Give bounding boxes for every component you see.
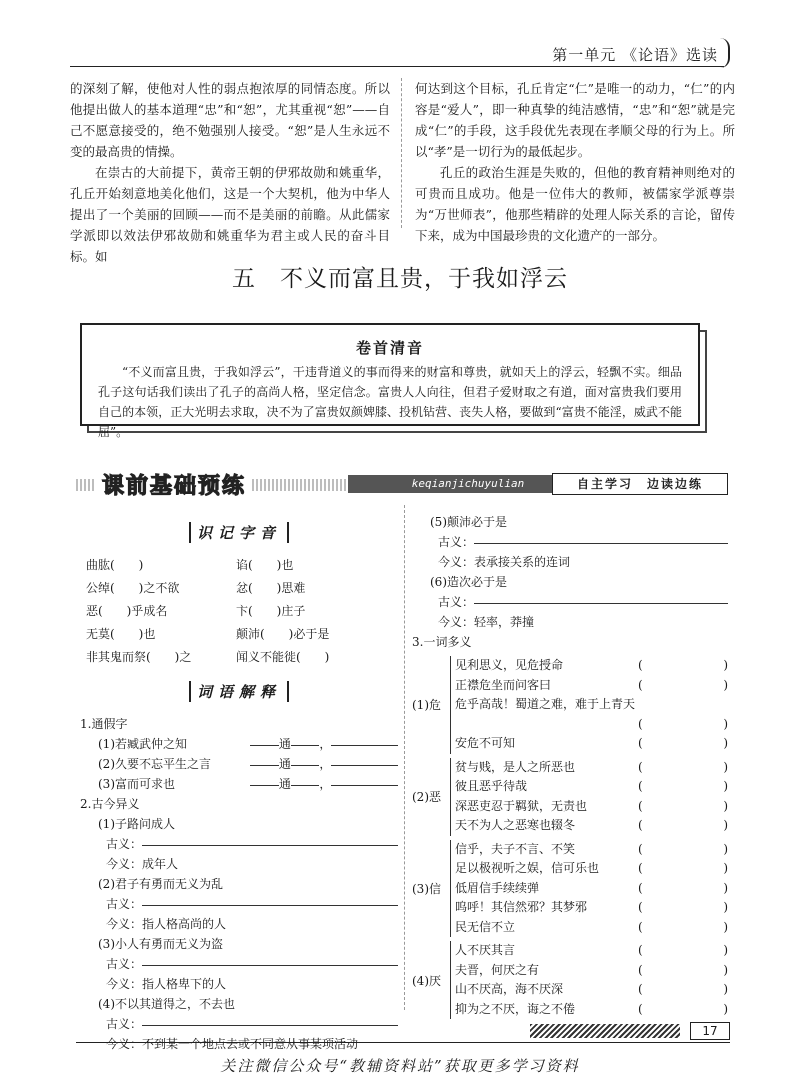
answer-parens[interactable]: ( ) xyxy=(638,798,728,813)
banner-tag: 自主学习 边读边练 xyxy=(552,473,728,495)
gujin-question: (3)小人有勇而无义为盗 xyxy=(98,937,223,951)
ziyin-item[interactable]: 颠沛( )必于是 xyxy=(236,627,330,641)
yici-label: (4)厌 xyxy=(412,973,441,988)
gujin-question: (4)不以其道得之，不去也 xyxy=(98,997,235,1011)
answer-blank[interactable] xyxy=(474,592,728,604)
gujin-question: (1)子路问成人 xyxy=(98,817,175,831)
tong-label: 通 xyxy=(278,737,291,751)
lesson-title: 五 不义而富且贵，于我如浮云 xyxy=(232,266,568,292)
guyi-row xyxy=(80,834,398,854)
answer-parens[interactable]: ( ) xyxy=(638,900,728,914)
tongjia-row: (1)若臧武仲之知 通 ， xyxy=(80,734,398,754)
intro-paragraph: 孔丘的政治生涯是失败的，但他的教育精神则绝对的可贵而且成功。他是一位伟大的教师，被儒家学派尊崇为“万世师表”，他那些精辟的处理人际关系的言论，留传下来，成为中国最珍贵的文化遗产的一部分。 xyxy=(415,165,735,243)
column-divider xyxy=(401,78,402,228)
yici-sentence: 见利思义，见危授命 xyxy=(455,658,564,672)
section-banner xyxy=(76,471,728,497)
ziyin-item[interactable]: 恶( )乎成名 xyxy=(86,604,168,618)
intro-paragraph: 在崇古的大前提下，黄帝王朝的伊邪故勋和姚重华，孔丘开始刻意地美化他们，这是一个大契机，他为中华人提出了一个美丽的回顾——而不是美丽的前瞻。从此儒家学派即以效法伊邪故勋和姚重华为君主或人民的奋斗目标。如 xyxy=(70,165,390,264)
yici-sentence: 安危不可知 xyxy=(455,736,516,750)
guyi-label: 古义： xyxy=(106,957,143,971)
answer-blank[interactable] xyxy=(331,734,398,746)
jinyi-text: 今义：指人格高尚的人 xyxy=(106,917,227,931)
tongjia-question: (1)若臧武仲之知 xyxy=(98,737,187,751)
answer-blank[interactable] xyxy=(291,774,320,786)
yici-row[interactable] xyxy=(455,734,728,754)
yici-row[interactable] xyxy=(455,918,728,938)
footer-rule xyxy=(76,1042,730,1043)
guyi-label: 古义： xyxy=(438,535,475,549)
ziyin-item[interactable]: 非其鬼而祭( )之 xyxy=(86,650,192,664)
jinyi-text: 今义：指人格卑下的人 xyxy=(106,977,227,991)
header-rule xyxy=(70,66,724,67)
subheading: 3.一词多义 xyxy=(412,635,472,649)
yici-sentence: 山不厌高，海不厌深 xyxy=(455,982,564,996)
yici-row[interactable] xyxy=(455,898,728,918)
yici-group xyxy=(412,840,728,938)
yici-row[interactable] xyxy=(455,859,728,879)
section-heading-ciyu xyxy=(80,681,398,702)
jinyi-text: 今义：不到某一个地点去或不同意从事某项活动 xyxy=(106,1037,359,1051)
yici-sentence: 正襟危坐而问客曰 xyxy=(455,677,552,692)
left-exercise-column xyxy=(80,512,398,1054)
unit-title: 第一单元 《论语》选读 xyxy=(552,46,718,64)
guyi-row xyxy=(412,592,728,612)
yici-sentence: 夫晋，何厌之有 xyxy=(455,962,540,977)
header-bracket xyxy=(720,38,730,68)
answer-blank[interactable] xyxy=(331,774,398,786)
guyi-label: 古义： xyxy=(106,1017,143,1031)
guyi-label: 古义： xyxy=(106,897,143,911)
answer-blank[interactable] xyxy=(142,954,398,966)
answer-blank[interactable] xyxy=(250,734,279,746)
yici-row[interactable] xyxy=(455,840,728,860)
guyi-row xyxy=(80,1014,398,1034)
footer-note: 关注微信公众号“教辅资料站”获取更多学习资料 xyxy=(220,1057,580,1075)
answer-parens[interactable]: ( ) xyxy=(638,841,728,856)
ziyin-grid xyxy=(80,555,398,667)
yici-label: (1)危 xyxy=(412,698,441,713)
answer-parens[interactable]: ( ) xyxy=(638,1001,728,1016)
yici-sentence: 天不为人之恶寒也辍冬 xyxy=(455,818,576,832)
answer-blank[interactable] xyxy=(291,734,320,746)
answer-parens[interactable]: ( ) xyxy=(638,943,728,957)
page-header xyxy=(0,0,800,70)
yici-label: (2)恶 xyxy=(412,790,441,804)
page-footer-bar xyxy=(530,1022,730,1040)
page-number: 17 xyxy=(690,1022,730,1040)
answer-parens[interactable]: ( ) xyxy=(638,982,728,996)
yici-group xyxy=(412,656,728,754)
intro-paragraph: 的深刻了解，使他对人性的弱点抱浓厚的同情态度。所以他提出做人的基本道理“忠”和“恕”，尤其重视“恕”——自己不愿意接受的，绝不勉强别人接受。“恕”是人生永远不变的最高贵的情操。 xyxy=(70,81,390,159)
yici-row[interactable] xyxy=(455,941,728,961)
answer-blank[interactable] xyxy=(142,894,398,906)
ziyin-item[interactable]: 公绰( )之不欲 xyxy=(86,581,180,595)
yici-sentence: 人不厌其言 xyxy=(455,943,516,957)
yici-row[interactable] xyxy=(455,797,728,817)
answer-parens[interactable]: ( ) xyxy=(638,818,728,832)
intro-paragraph: 何达到这个目标，孔丘肯定“仁”是唯一的动力，“仁”的内容是“爱人”，即一种真挚的纯洁感情，“忠”和“恕”就是完成“仁”的手段，这手段优先表现在孝顺父母的行为上。所以“孝”是一切行为的最低起步。 xyxy=(415,81,735,159)
answer-blank[interactable] xyxy=(142,834,398,846)
yici-sentence: 呜呼！其信然邪？其梦邪 xyxy=(455,900,588,914)
yici-row[interactable] xyxy=(455,758,728,778)
section-title: 词语解释 xyxy=(189,681,289,702)
guyi-label: 古义： xyxy=(106,837,143,851)
yici-sentence: 深恶吏忍于羁狱，无责也 xyxy=(455,798,588,813)
yici-sentence: 危乎高哉！蜀道之难，难于上青天 xyxy=(455,697,636,711)
yici-sentence: 足以极视听之娱，信可乐也 xyxy=(455,861,600,875)
banner-pinyin: keqianjichuyulian xyxy=(348,475,588,493)
yici-group xyxy=(412,941,728,1019)
yici-row[interactable] xyxy=(455,879,728,899)
yici-sentence: 贫与贱，是人之所恶也 xyxy=(455,759,576,774)
yici-row[interactable] xyxy=(455,777,728,797)
jinyi-text: 今义：成年人 xyxy=(106,857,179,871)
yici-row xyxy=(455,695,728,715)
answer-blank[interactable] xyxy=(142,1014,398,1026)
jinyi-text: 今义：表承接关系的连词 xyxy=(438,555,571,569)
answer-parens[interactable]: ( ) xyxy=(638,880,728,895)
answer-blank[interactable] xyxy=(250,754,279,766)
answer-parens[interactable]: ( ) xyxy=(638,919,728,934)
yici-group xyxy=(412,758,728,836)
right-exercise-column xyxy=(412,512,728,1023)
ziyin-item[interactable]: 闻义不能徙( ) xyxy=(236,650,330,664)
subheading: 1.通假字 xyxy=(80,717,128,731)
answer-parens[interactable]: ( ) xyxy=(638,962,728,977)
intro-left-column xyxy=(70,78,390,267)
answer-blank[interactable] xyxy=(250,774,279,786)
intro-right-column xyxy=(415,78,735,246)
gujin-question: (6)造次必于是 xyxy=(430,575,507,589)
tong-label: 通 xyxy=(278,757,291,771)
yici-sentence: 信乎，夫子不言、不笑 xyxy=(455,841,576,856)
yici-sentence: 彼且恶乎待哉 xyxy=(455,779,528,793)
column-divider xyxy=(404,505,405,1010)
yici-row[interactable] xyxy=(455,676,728,696)
guyi-row xyxy=(80,954,398,974)
answer-blank[interactable] xyxy=(331,754,398,766)
guyi-row xyxy=(412,532,728,552)
subheading: 2.古今异义 xyxy=(80,797,140,811)
tongjia-row: (3)富而可求也 通 ， xyxy=(80,774,398,794)
section-heading-ziyin xyxy=(80,522,398,543)
section-title: 识记字音 xyxy=(189,522,289,543)
ziyin-item[interactable]: 无莫( )也 xyxy=(86,627,156,641)
ziyin-item[interactable]: 卞( )庄子 xyxy=(236,604,306,618)
yici-row[interactable] xyxy=(455,816,728,836)
answer-blank[interactable] xyxy=(474,532,728,544)
gujin-question: (5)颠沛必于是 xyxy=(430,515,507,529)
guyi-label: 古义： xyxy=(438,595,475,609)
answer-parens[interactable]: ( ) xyxy=(638,779,728,793)
answer-parens[interactable]: ( ) xyxy=(638,677,728,692)
guyi-row xyxy=(80,894,398,914)
ziyin-item[interactable]: 曲肱( ) xyxy=(86,558,144,572)
answer-blank[interactable] xyxy=(291,754,320,766)
answer-parens[interactable]: ( ) xyxy=(638,759,728,774)
tongjia-question: (3)富而可求也 xyxy=(98,777,175,791)
yici-row[interactable] xyxy=(455,715,728,735)
preface-text: “不义而富且贵，于我如浮云”，干违背道义的事而得来的财富和尊贵，就如天上的浮云，轻飘不实。细品孔子这句话我们读出了孔子的高尚人格，坚定信念。富贵人人向往，但君子爱财取之有道，面对富贵我们要用自己的本领，正大光明去求取，决不为了富贵奴颜婢膝、投机钻营、丧失人格，要做到“富贵不能淫，威武不能屈”。 xyxy=(98,365,682,439)
answer-parens[interactable]: ( ) xyxy=(638,658,728,672)
yici-sentence: 抑为之不厌，诲之不倦 xyxy=(455,1001,576,1016)
yici-row[interactable] xyxy=(455,980,728,1000)
answer-parens[interactable]: ( ) xyxy=(638,736,728,750)
answer-parens[interactable]: ( ) xyxy=(638,716,728,731)
banner-title: 课前基础预练 xyxy=(96,469,252,500)
footer-stripes xyxy=(530,1024,680,1038)
yici-row[interactable] xyxy=(455,656,728,676)
yici-sentence: 低眉信手续续弹 xyxy=(455,880,540,895)
ziyin-item[interactable]: 谄( )也 xyxy=(236,558,294,572)
preface-box xyxy=(80,323,700,439)
jinyi-text: 今义：轻率，莽撞 xyxy=(438,615,535,629)
yici-label: (3)信 xyxy=(412,881,441,896)
tongjia-row: (2)久要不忘平生之言 通 ， xyxy=(80,754,398,774)
yici-sentence: 民无信不立 xyxy=(455,919,516,934)
tong-label: 通 xyxy=(278,777,291,791)
intro-text xyxy=(70,78,735,264)
answer-parens[interactable]: ( ) xyxy=(638,861,728,875)
preface-title: 卷首清音 xyxy=(355,339,424,357)
tongjia-question: (2)久要不忘平生之言 xyxy=(98,757,211,771)
ziyin-item[interactable]: 忿( )思难 xyxy=(236,581,306,595)
yici-row[interactable] xyxy=(455,961,728,981)
gujin-question: (2)君子有勇而无义为乱 xyxy=(98,877,223,891)
yici-row[interactable] xyxy=(455,1000,728,1020)
